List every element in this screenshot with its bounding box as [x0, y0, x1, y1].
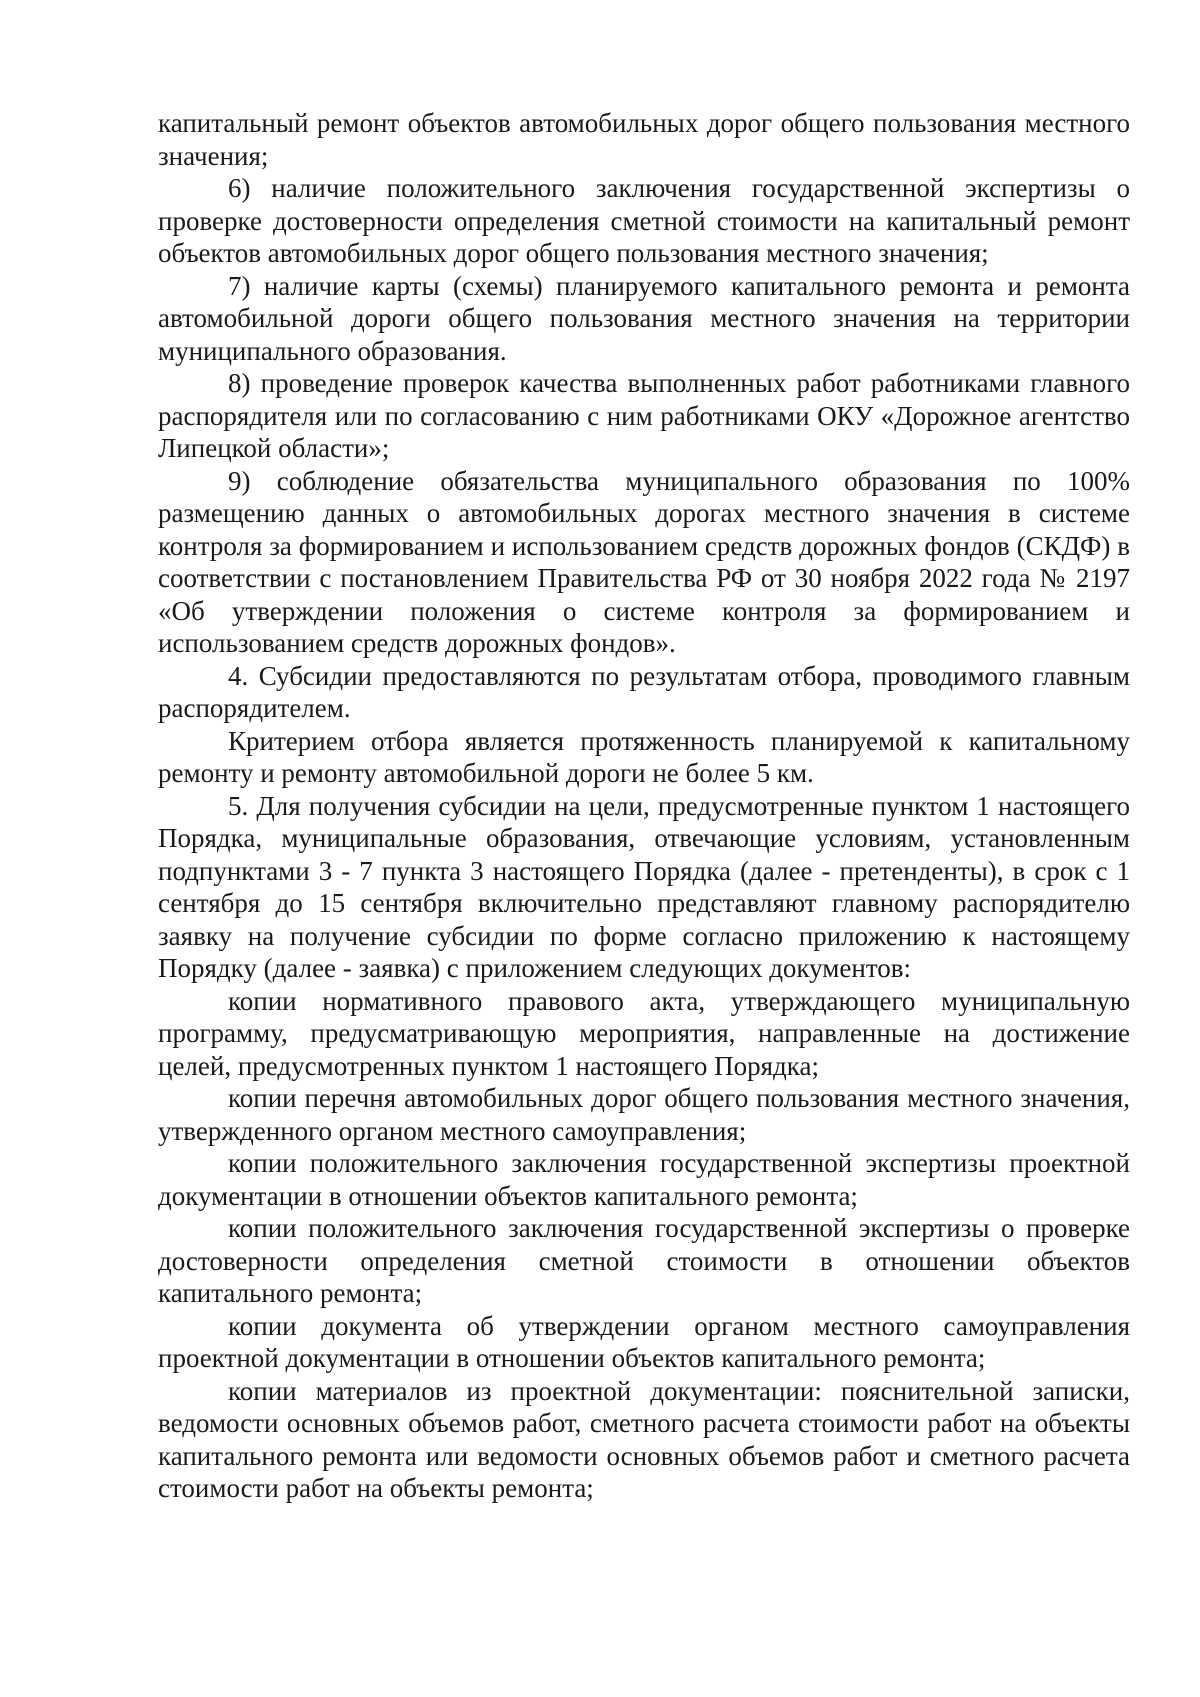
- paragraph-doc-copy-cost-expertise: копии положительного заключения государственной экспертизы о проверке достоверности определения сметной стоимости в отношении объектов капитального ремонта;: [158, 1213, 1130, 1308]
- paragraph-section-4: 4. Субсидии предоставляются по результатам отбора, проводимого главным распорядителем.: [158, 660, 1130, 723]
- paragraph-selection-criterion: Критерием отбора является протяженность планируемой к капитальному ремонту и ремонту автомобильной дороги не более 5 км.: [158, 725, 1130, 788]
- paragraph-item-9: 9) соблюдение обязательства муниципального образования по 100% размещению данных о автомобильных дорогах местного значения в системе контроля за формированием и использованием средств дорожных фондов (СКДФ) в соответствии с постановлением Правительства РФ от 30 ноября 2022 года № 2197 «Об утверждении положения о системе контроля за формированием и использованием средств дорожных фондов».: [158, 465, 1130, 658]
- paragraph-item-6: 6) наличие положительного заключения государственной экспертизы о проверке достоверности определения сметной стоимости на капитальный ремонт объектов автомобильных дорог общего пользования местного значения;: [158, 173, 1130, 268]
- paragraph-doc-copy-road-list: копии перечня автомобильных дорог общего пользования местного значения, утвержденного органом местного самоуправления;: [158, 1083, 1130, 1146]
- paragraph-item-8: 8) проведение проверок качества выполненных работ работниками главного распорядителя или по согласованию с ним работниками ОКУ «Дорожное агентство Липецкой области»;: [158, 368, 1130, 463]
- paragraph-continuation: капитальный ремонт объектов автомобильных дорог общего пользования местного значения;: [158, 108, 1130, 171]
- paragraph-section-5: 5. Для получения субсидии на цели, предусмотренные пунктом 1 настоящего Порядка, муниципальные образования, отвечающие условиям, установленным подпунктами 3 - 7 пункта 3 настоящего Порядка (далее - претенденты), в срок с 1 сентября до 15 сентября включительно представляют главному распорядителю заявку на получение субсидии по форме согласно приложению к настоящему Порядку (далее - заявка) с приложением следующих документов:: [158, 790, 1130, 983]
- paragraph-doc-copy-approval: копии документа об утверждении органом местного самоуправления проектной документации в отношении объектов капитального ремонта;: [158, 1310, 1130, 1373]
- paragraph-item-7: 7) наличие карты (схемы) планируемого капитального ремонта и ремонта автомобильной дороги общего пользования местного значения на территории муниципального образования.: [158, 270, 1130, 366]
- paragraph-doc-copy-materials: копии материалов из проектной документации: пояснительной записки, ведомости основных объемов работ, сметного расчета стоимости работ на объекты капитального ремонта или ведомости основных объемов работ и сметного расчета стоимости работ на объекты ремонта;: [158, 1375, 1130, 1503]
- paragraph-doc-copy-act: копии нормативного правового акта, утверждающего муниципальную программу, предусматривающую мероприятия, направленные на достижение целей, предусмотренных пунктом 1 настоящего Порядка;: [158, 985, 1130, 1081]
- paragraph-doc-copy-expertise: копии положительного заключения государственной экспертизы проектной документации в отношении объектов капитального ремонта;: [158, 1148, 1130, 1211]
- document-body: [158, 107, 1130, 1505]
